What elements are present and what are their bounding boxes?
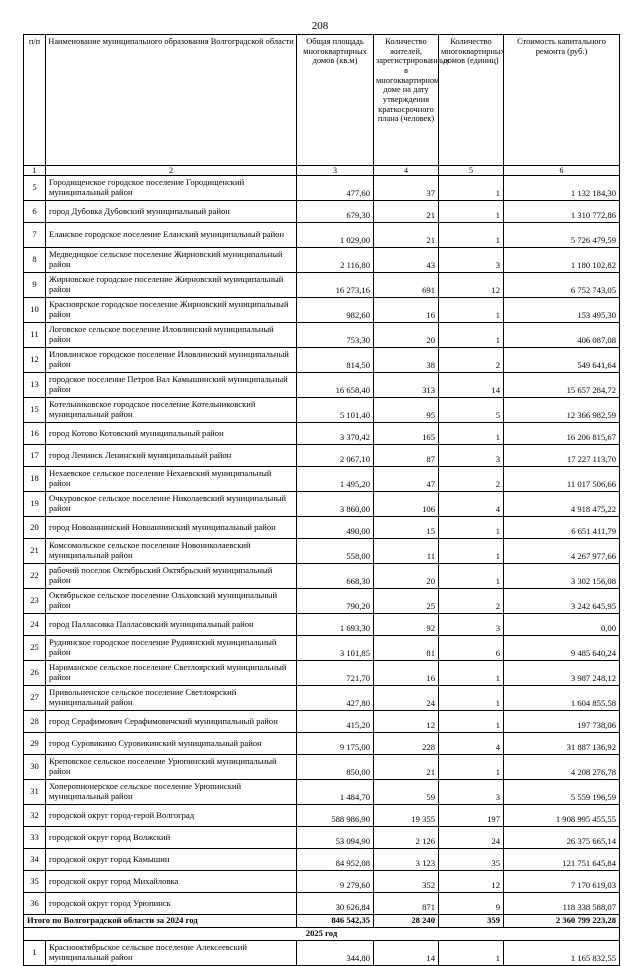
row-number: 32 xyxy=(24,805,46,827)
row-number: 6 xyxy=(24,201,46,223)
row-number: 5 xyxy=(24,176,46,201)
houses-count-cell: 1 xyxy=(439,539,504,564)
row-number: 16 xyxy=(24,423,46,445)
row-number: 22 xyxy=(24,564,46,589)
row-number: 25 xyxy=(24,636,46,661)
header-name: Наименование муниципального образования Волгоградской области xyxy=(46,35,297,166)
row-number: 21 xyxy=(24,539,46,564)
municipality-name: городской округ город Михайловка xyxy=(46,871,297,893)
municipality-name: Привольненское сельское поселение Светлоярский муниципальный район xyxy=(46,686,297,711)
municipality-name: Хоперопионерское сельское поселение Урюпинский муниципальный район xyxy=(46,780,297,805)
municipality-name: рабочий поселок Октябрьский Октябрьский муниципальный район xyxy=(46,564,297,589)
residents-cell: 15 xyxy=(374,517,439,539)
column-number: 3 xyxy=(297,166,374,176)
table-row xyxy=(24,614,620,636)
residents-cell: 25 xyxy=(374,589,439,614)
repair-cost-cell: 5 559 196,59 xyxy=(504,780,620,805)
residents-cell: 43 xyxy=(374,248,439,273)
table-row xyxy=(24,827,620,849)
municipality-name: Руднянское городское поселение Руднянский муниципальный район xyxy=(46,636,297,661)
municipality-name: городской округ город Камышин xyxy=(46,849,297,871)
municipality-name: Нехаевское сельское поселение Нехаевский муниципальный район xyxy=(46,467,297,492)
total-area-cell: 16 273,16 xyxy=(297,273,374,298)
residents-cell: 16 xyxy=(374,298,439,323)
total-residents: 28 240 xyxy=(374,915,439,928)
houses-count-cell: 35 xyxy=(439,849,504,871)
repair-cost-cell: 197 738,06 xyxy=(504,711,620,733)
repair-cost-cell: 7 170 619,03 xyxy=(504,871,620,893)
residents-cell: 20 xyxy=(374,564,439,589)
residents-cell: 59 xyxy=(374,780,439,805)
table-row xyxy=(24,589,620,614)
row-number: 9 xyxy=(24,273,46,298)
houses-count-cell: 12 xyxy=(439,273,504,298)
repair-cost-cell: 0,00 xyxy=(504,614,620,636)
houses-count-cell: 1 xyxy=(439,686,504,711)
column-number-row xyxy=(24,166,620,176)
repair-cost-cell: 12 366 982,59 xyxy=(504,398,620,423)
repair-cost-cell: 1 180 102,82 xyxy=(504,248,620,273)
total-area-cell: 2 067,10 xyxy=(297,445,374,467)
municipality-name: Логовское сельское поселение Иловлинский муниципальный район xyxy=(46,323,297,348)
residents-cell: 16 xyxy=(374,661,439,686)
repair-cost-cell: 3 302 156,08 xyxy=(504,564,620,589)
municipality-name: Креповское сельское поселение Урюпинский муниципальный район xyxy=(46,755,297,780)
houses-count-cell: 1 xyxy=(439,941,504,966)
repair-cost-cell: 1 310 772,86 xyxy=(504,201,620,223)
repair-cost-cell: 1 604 855,58 xyxy=(504,686,620,711)
houses-count-cell: 5 xyxy=(439,398,504,423)
table-header-row xyxy=(24,35,620,166)
table-row xyxy=(24,564,620,589)
repair-cost-cell: 31 887 136,92 xyxy=(504,733,620,755)
residents-cell: 21 xyxy=(374,755,439,780)
residents-cell: 14 xyxy=(374,941,439,966)
repair-cost-cell: 1 165 832,55 xyxy=(504,941,620,966)
residents-cell: 3 123 xyxy=(374,849,439,871)
row-number: 12 xyxy=(24,348,46,373)
total-area-cell: 415,20 xyxy=(297,711,374,733)
total-area-cell: 9 175,00 xyxy=(297,733,374,755)
residents-cell: 11 xyxy=(374,539,439,564)
table-row xyxy=(24,273,620,298)
residents-cell: 352 xyxy=(374,871,439,893)
column-number: 2 xyxy=(46,166,297,176)
page-number: 208 xyxy=(311,20,329,32)
houses-count-cell: 4 xyxy=(439,492,504,517)
column-number: 4 xyxy=(374,166,439,176)
repair-cost-cell: 1 908 995 455,55 xyxy=(504,805,620,827)
table-row xyxy=(24,298,620,323)
residents-cell: 19 355 xyxy=(374,805,439,827)
houses-count-cell: 2 xyxy=(439,348,504,373)
houses-count-cell: 1 xyxy=(439,711,504,733)
table-row xyxy=(24,467,620,492)
repair-cost-cell: 6 651 411,79 xyxy=(504,517,620,539)
municipality-name: Котельниковское городское поселение Котельниковский муниципальный район xyxy=(46,398,297,423)
repair-cost-cell: 4 267 977,66 xyxy=(504,539,620,564)
houses-count-cell: 3 xyxy=(439,248,504,273)
table-row xyxy=(24,941,620,966)
total-area-cell: 721,70 xyxy=(297,661,374,686)
repair-cost-cell: 1 132 184,30 xyxy=(504,176,620,201)
residents-cell: 38 xyxy=(374,348,439,373)
houses-count-cell: 12 xyxy=(439,871,504,893)
repair-cost-cell: 4 918 475,22 xyxy=(504,492,620,517)
repair-cost-cell: 118 338 588,07 xyxy=(504,893,620,915)
total-area-cell: 668,30 xyxy=(297,564,374,589)
repair-cost-cell: 153 495,30 xyxy=(504,298,620,323)
total-area-cell: 16 658,40 xyxy=(297,373,374,398)
municipality-name: город Суровикино Суровикинский муниципальный район xyxy=(46,733,297,755)
municipality-name: Красноярское городское поселение Жирновский муниципальный район xyxy=(46,298,297,323)
residents-cell: 165 xyxy=(374,423,439,445)
repair-cost-cell: 5 726 479,59 xyxy=(504,223,620,248)
row-number: 18 xyxy=(24,467,46,492)
total-area-cell: 344,80 xyxy=(297,941,374,966)
row-number: 33 xyxy=(24,827,46,849)
houses-count-cell: 1 xyxy=(439,298,504,323)
row-number: 31 xyxy=(24,780,46,805)
municipality-name: Жирновское городское поселение Жирновский муниципальный район xyxy=(46,273,297,298)
total-area-cell: 53 094,90 xyxy=(297,827,374,849)
row-number: 26 xyxy=(24,661,46,686)
houses-count-cell: 1 xyxy=(439,223,504,248)
houses-count-cell: 6 xyxy=(439,636,504,661)
residents-cell: 691 xyxy=(374,273,439,298)
houses-count-cell: 3 xyxy=(439,780,504,805)
total-area-cell: 1 693,30 xyxy=(297,614,374,636)
row-number: 30 xyxy=(24,755,46,780)
total-area-cell: 1 029,00 xyxy=(297,223,374,248)
row-number: 7 xyxy=(24,223,46,248)
houses-count-cell: 1 xyxy=(439,201,504,223)
repair-cost-cell: 549 641,64 xyxy=(504,348,620,373)
column-number: 5 xyxy=(439,166,504,176)
total-area-cell: 427,80 xyxy=(297,686,374,711)
table-row xyxy=(24,517,620,539)
municipality-name: Еланское городское поселение Еланский муниципальный район xyxy=(46,223,297,248)
municipality-name: городское поселение Петров Вал Камышинский муниципальный район xyxy=(46,373,297,398)
row-number: 10 xyxy=(24,298,46,323)
total-area-cell: 588 986,90 xyxy=(297,805,374,827)
houses-count-cell: 2 xyxy=(439,467,504,492)
header-houses: Количество многоквартирных домов (единиц) xyxy=(439,35,504,166)
total-area-cell: 9 279,60 xyxy=(297,871,374,893)
municipality-name: городской округ город-герой Волгоград xyxy=(46,805,297,827)
table-row xyxy=(24,871,620,893)
residents-cell: 87 xyxy=(374,445,439,467)
total-area-cell: 679,30 xyxy=(297,201,374,223)
houses-count-cell: 1 xyxy=(439,564,504,589)
total-label: Итого по Волгоградской области за 2024 год xyxy=(24,915,297,928)
row-number: 13 xyxy=(24,373,46,398)
total-area-cell: 3 101,85 xyxy=(297,636,374,661)
total-area-cell: 814,50 xyxy=(297,348,374,373)
municipality-name: городской округ город Волжский xyxy=(46,827,297,849)
repair-cost-cell: 4 208 276,78 xyxy=(504,755,620,780)
residents-cell: 313 xyxy=(374,373,439,398)
residents-cell: 81 xyxy=(374,636,439,661)
houses-count-cell: 14 xyxy=(439,373,504,398)
row-number: 35 xyxy=(24,871,46,893)
repair-cost-cell: 6 752 743,05 xyxy=(504,273,620,298)
repair-cost-cell: 121 751 645,84 xyxy=(504,849,620,871)
table-row xyxy=(24,201,620,223)
houses-count-cell: 1 xyxy=(439,176,504,201)
row-number: 19 xyxy=(24,492,46,517)
repair-cost-cell: 11 017 506,66 xyxy=(504,467,620,492)
houses-count-cell: 1 xyxy=(439,755,504,780)
capital-repair-table xyxy=(23,34,620,966)
municipality-name: город Новоаннинский Новоаннинский муниципальный район xyxy=(46,517,297,539)
total-area-cell: 84 952,08 xyxy=(297,849,374,871)
municipality-name: город Серафимович Серафимовичский муниципальный район xyxy=(46,711,297,733)
table-row xyxy=(24,805,620,827)
row-number: 34 xyxy=(24,849,46,871)
residents-cell: 2 126 xyxy=(374,827,439,849)
table-row xyxy=(24,492,620,517)
municipality-name: город Палласовка Палласовский муниципальный район xyxy=(46,614,297,636)
row-number: 1 xyxy=(24,941,46,966)
table-row xyxy=(24,661,620,686)
residents-cell: 24 xyxy=(374,686,439,711)
total-area-cell: 1 484,70 xyxy=(297,780,374,805)
table-row xyxy=(24,733,620,755)
municipality-name: Городищенское городское поселение Городищенский муниципальный район xyxy=(46,176,297,201)
table-row xyxy=(24,445,620,467)
municipality-name: Комсомольское сельское поселение Новониколаевский муниципальный район xyxy=(46,539,297,564)
column-number: 6 xyxy=(504,166,620,176)
municipality-name: Октябрьское сельское поселение Ольховский муниципальный район xyxy=(46,589,297,614)
total-area-cell: 982,60 xyxy=(297,298,374,323)
row-number: 23 xyxy=(24,589,46,614)
table-row xyxy=(24,849,620,871)
table-row xyxy=(24,323,620,348)
repair-cost-cell: 3 987 248,12 xyxy=(504,661,620,686)
repair-cost-cell: 3 242 645,95 xyxy=(504,589,620,614)
table-row xyxy=(24,248,620,273)
row-number: 15 xyxy=(24,398,46,423)
row-number: 20 xyxy=(24,517,46,539)
houses-count-cell: 1 xyxy=(439,661,504,686)
total-area-cell: 5 101,40 xyxy=(297,398,374,423)
residents-cell: 21 xyxy=(374,223,439,248)
municipality-name: Нариманское сельское поселение Светлоярский муниципальный район xyxy=(46,661,297,686)
repair-cost-cell: 15 657 284,72 xyxy=(504,373,620,398)
header-residents: Количество жителей, зарегистрированных в многоквартирном доме на дату утверждения краткосрочного плана (человек) xyxy=(374,35,439,166)
header-area: Общая площадь многоквартирных домов (кв.м) xyxy=(297,35,374,166)
houses-count-cell: 1 xyxy=(439,423,504,445)
houses-count-cell: 3 xyxy=(439,445,504,467)
residents-cell: 92 xyxy=(374,614,439,636)
total-area-cell: 490,00 xyxy=(297,517,374,539)
table-row xyxy=(24,755,620,780)
total-houses: 359 xyxy=(439,915,504,928)
table-row xyxy=(24,223,620,248)
column-number: 1 xyxy=(24,166,46,176)
year-label: 2025 год xyxy=(24,928,620,941)
houses-count-cell: 3 xyxy=(439,614,504,636)
repair-cost-cell: 26 375 665,14 xyxy=(504,827,620,849)
row-number: 24 xyxy=(24,614,46,636)
houses-count-cell: 1 xyxy=(439,517,504,539)
residents-cell: 20 xyxy=(374,323,439,348)
residents-cell: 95 xyxy=(374,398,439,423)
municipality-name: Очкуровское сельское поселение Николаевский муниципальный район xyxy=(46,492,297,517)
municipality-name: Медведицкое сельское поселение Жирновский муниципальный район xyxy=(46,248,297,273)
total-area-cell: 1 495,20 xyxy=(297,467,374,492)
row-number: 8 xyxy=(24,248,46,273)
row-number: 36 xyxy=(24,893,46,915)
repair-cost-cell: 406 087,08 xyxy=(504,323,620,348)
row-number: 29 xyxy=(24,733,46,755)
houses-count-cell: 24 xyxy=(439,827,504,849)
year-row xyxy=(24,928,620,941)
total-area-cell: 2 116,80 xyxy=(297,248,374,273)
total-area-cell: 790,20 xyxy=(297,589,374,614)
total-area-cell: 30 626,84 xyxy=(297,893,374,915)
table-row xyxy=(24,893,620,915)
residents-cell: 37 xyxy=(374,176,439,201)
table-row xyxy=(24,539,620,564)
municipality-name: город Ленинск Ленинский муниципальный район xyxy=(46,445,297,467)
houses-count-cell: 2 xyxy=(439,589,504,614)
table-row xyxy=(24,423,620,445)
header-cost: Стоимость капитального ремонта (руб.) xyxy=(504,35,620,166)
table-row xyxy=(24,348,620,373)
row-number: 17 xyxy=(24,445,46,467)
houses-count-cell: 4 xyxy=(439,733,504,755)
repair-cost-cell: 17 227 113,70 xyxy=(504,445,620,467)
residents-cell: 21 xyxy=(374,201,439,223)
table-row xyxy=(24,636,620,661)
repair-cost-cell: 16 206 815,67 xyxy=(504,423,620,445)
residents-cell: 12 xyxy=(374,711,439,733)
total-area-cell: 477,60 xyxy=(297,176,374,201)
table-row xyxy=(24,373,620,398)
table-row xyxy=(24,176,620,201)
total-area-cell: 558,00 xyxy=(297,539,374,564)
residents-cell: 47 xyxy=(374,467,439,492)
municipality-name: городской округ город Урюпинск xyxy=(46,893,297,915)
municipality-name: город Дубовка Дубовский муниципальный район xyxy=(46,201,297,223)
table-row xyxy=(24,398,620,423)
table-body xyxy=(24,176,620,915)
table-body-2025 xyxy=(24,941,620,966)
houses-count-cell: 1 xyxy=(439,323,504,348)
residents-cell: 871 xyxy=(374,893,439,915)
municipality-name: Иловлинское городское поселение Иловлинский муниципальный район xyxy=(46,348,297,373)
table-row xyxy=(24,686,620,711)
total-row xyxy=(24,915,620,928)
total-area-cell: 850,00 xyxy=(297,755,374,780)
table-row xyxy=(24,780,620,805)
municipality-name: Краснооктябрьское сельское поселение Алексеевский муниципальный район xyxy=(46,941,297,966)
total-area-cell: 3 370,42 xyxy=(297,423,374,445)
houses-count-cell: 9 xyxy=(439,893,504,915)
residents-cell: 228 xyxy=(374,733,439,755)
total-cost: 2 360 799 223,28 xyxy=(504,915,620,928)
residents-cell: 106 xyxy=(374,492,439,517)
repair-cost-cell: 9 485 640,24 xyxy=(504,636,620,661)
municipality-name: город Котово Котовский муниципальный район xyxy=(46,423,297,445)
table-row xyxy=(24,711,620,733)
header-num: п/п xyxy=(24,35,46,166)
total-area-cell: 753,30 xyxy=(297,323,374,348)
row-number: 27 xyxy=(24,686,46,711)
row-number: 28 xyxy=(24,711,46,733)
houses-count-cell: 197 xyxy=(439,805,504,827)
row-number: 11 xyxy=(24,323,46,348)
total-area-cell: 3 860,00 xyxy=(297,492,374,517)
total-area: 846 542,35 xyxy=(297,915,374,928)
